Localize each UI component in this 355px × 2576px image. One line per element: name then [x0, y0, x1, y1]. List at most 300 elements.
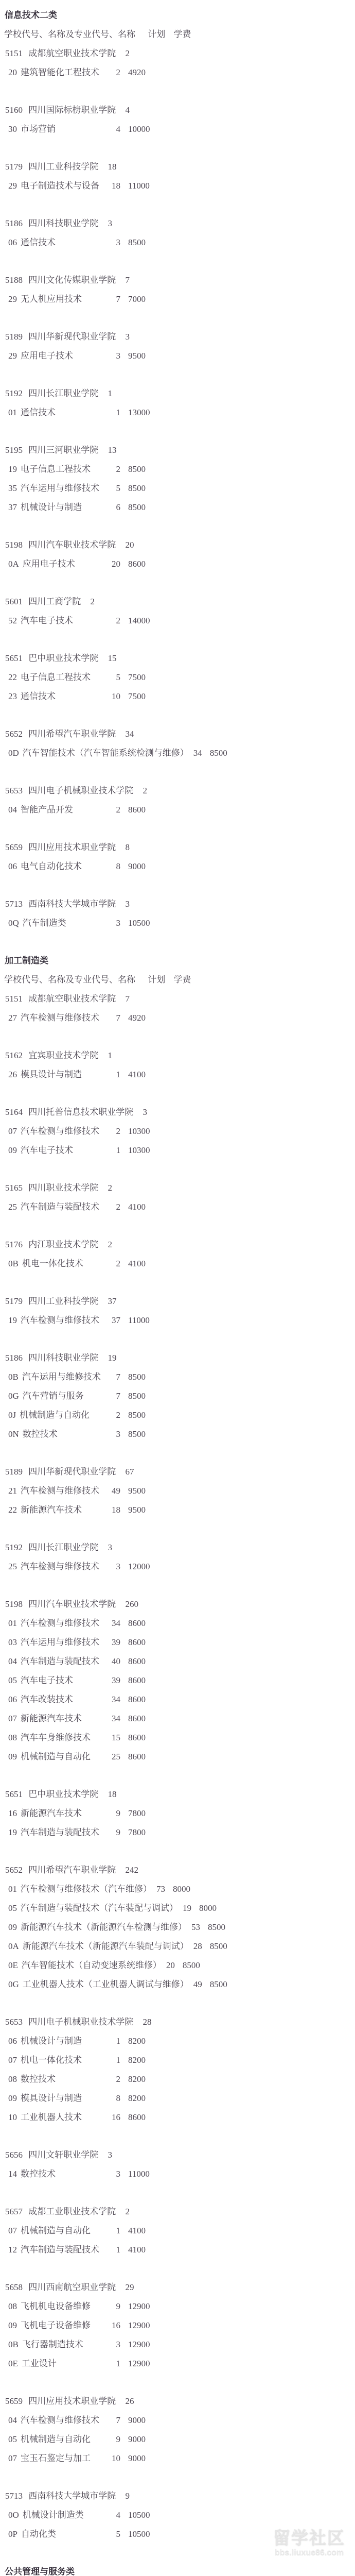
major-name: 智能产品开发	[21, 805, 73, 815]
major-code: 0B	[8, 1372, 19, 1382]
major-row	[0, 2297, 355, 2316]
major-plan: 2	[116, 1126, 120, 1136]
school-row	[0, 327, 355, 346]
major-row	[0, 1122, 355, 1141]
major-code: 07	[8, 2226, 17, 2235]
school-name: 四川西南航空职业学院	[28, 2282, 116, 2292]
school-code: 5189	[5, 1467, 23, 1477]
major-fee: 13000	[128, 408, 150, 417]
major-code: 12	[8, 2245, 17, 2255]
school-plan-count: 4	[125, 105, 130, 115]
major-code: 0A	[8, 559, 19, 569]
major-code: 06	[8, 1694, 17, 1704]
major-name: 应用电子技术	[21, 351, 73, 361]
major-fee: 8600	[128, 1694, 146, 1704]
school-name: 四川文轩职业学院	[28, 2150, 99, 2160]
major-row	[0, 1652, 355, 1671]
major-code: 01	[8, 1618, 17, 1628]
major-label	[8, 2354, 107, 2373]
major-row	[0, 1918, 355, 1937]
major-row	[0, 120, 355, 139]
school-row	[0, 1292, 355, 1311]
school-code: 5192	[5, 1543, 23, 1552]
major-label	[8, 1425, 107, 1444]
major-name: 工业机器人技术	[21, 2112, 82, 2122]
major-plan: 8	[116, 861, 120, 871]
school-plan-count: 8	[125, 842, 130, 852]
major-fee: 10500	[128, 2510, 150, 2520]
major-label	[8, 1500, 107, 1519]
major-row	[0, 743, 355, 762]
major-list	[0, 176, 355, 195]
major-plan: 1	[116, 2055, 120, 2065]
major-name: 汽车检测与维修技术	[21, 2415, 99, 2425]
header-fee-label: 学费	[173, 975, 191, 985]
school-row	[0, 781, 355, 800]
major-label	[8, 687, 107, 706]
major-row	[0, 1633, 355, 1652]
major-fee: 8600	[128, 2112, 146, 2122]
major-label	[8, 1728, 107, 1747]
major-label	[8, 2108, 107, 2127]
school-code: 5653	[5, 2017, 23, 2027]
major-name: 机电一体化技术	[22, 1259, 83, 1268]
major-row	[0, 2430, 355, 2449]
major-fee: 8500	[128, 1391, 146, 1401]
major-label	[8, 2050, 107, 2070]
major-label	[8, 1918, 187, 1937]
major-label	[8, 913, 107, 933]
school-row	[0, 270, 355, 290]
school-name: 四川职业技术学院	[28, 1183, 99, 1193]
major-list	[0, 2411, 355, 2468]
major-label	[8, 2297, 107, 2316]
school-code: 5151	[5, 994, 23, 1004]
major-label	[8, 611, 107, 630]
major-label	[8, 857, 107, 876]
school-row	[0, 1046, 355, 1065]
major-row	[0, 1425, 355, 1444]
major-label	[8, 1709, 107, 1728]
major-name: 汽车制造与装配技术	[21, 2245, 99, 2255]
major-plan: 3	[116, 2169, 120, 2179]
major-fee: 10000	[128, 124, 150, 134]
major-label	[8, 2031, 107, 2050]
major-plan: 18	[112, 181, 120, 191]
major-fee: 7500	[128, 672, 146, 682]
major-fee: 8600	[128, 559, 146, 569]
major-plan: 9	[116, 1827, 120, 1837]
major-fee: 4100	[128, 1259, 146, 1268]
major-fee: 14000	[128, 616, 150, 625]
table-header-row	[0, 970, 355, 989]
major-name: 数控技术	[21, 2169, 56, 2179]
major-plan: 7	[116, 1391, 120, 1401]
major-name: 汽车营销与服务	[22, 1391, 84, 1401]
school-code: 5192	[5, 388, 23, 398]
school-row	[0, 838, 355, 857]
major-plan: 40	[112, 1656, 120, 1666]
school-block	[0, 724, 355, 762]
major-label	[8, 2316, 107, 2335]
major-fee: 9000	[128, 861, 146, 871]
major-fee: 4100	[128, 1202, 146, 1212]
major-row	[0, 1709, 355, 1728]
major-name: 飞机电子设备维修	[21, 2320, 91, 2330]
major-label	[8, 2089, 107, 2108]
major-list	[0, 554, 355, 573]
school-row	[0, 440, 355, 460]
major-code: 14	[8, 2169, 17, 2179]
major-label	[8, 498, 107, 517]
school-plan-count: 9	[125, 2491, 130, 2501]
major-name: 汽车检测与维修技术（汽车维修）	[21, 1884, 152, 1894]
major-plan: 5	[116, 483, 120, 493]
major-row	[0, 2354, 355, 2373]
major-plan: 19	[183, 1903, 191, 1913]
school-block	[0, 44, 355, 82]
category-title: 公共管理与服务类	[5, 2567, 75, 2576]
major-fee: 8200	[128, 2093, 146, 2103]
major-fee: 8600	[128, 1714, 146, 1723]
major-name: 新能源汽车技术	[21, 1808, 82, 1818]
major-list	[0, 1065, 355, 1084]
category-section	[0, 2562, 355, 2576]
school-code: 5165	[5, 1183, 23, 1193]
school-plan-count: 3	[108, 1543, 112, 1552]
major-fee: 9000	[128, 2434, 146, 2444]
major-code: 0A	[8, 1941, 19, 1951]
major-row	[0, 2050, 355, 2070]
major-label	[8, 479, 107, 498]
school-name: 四川科技职业学院	[28, 1353, 99, 1363]
school-block	[0, 1235, 355, 1273]
school-block	[0, 2202, 355, 2259]
category-title: 信息技术二类	[5, 10, 57, 20]
major-name: 汽车车身维修技术	[21, 1733, 91, 1742]
major-label	[8, 2449, 107, 2468]
major-plan: 7	[116, 294, 120, 304]
school-name: 四川工业科技学院	[28, 162, 99, 172]
major-label	[8, 290, 107, 309]
major-name: 飞行器制造技术	[22, 2340, 83, 2349]
major-plan: 6	[116, 502, 120, 512]
major-row	[0, 1671, 355, 1690]
major-list	[0, 2505, 355, 2544]
major-list	[0, 346, 355, 365]
major-row	[0, 346, 355, 365]
major-name: 自动化类	[21, 2529, 56, 2539]
major-row	[0, 800, 355, 819]
major-plan: 2	[116, 805, 120, 815]
school-block	[0, 592, 355, 630]
school-name: 四川托普信息技术职业学院	[28, 1107, 134, 1117]
major-label	[8, 1311, 107, 1330]
major-name: 模具设计与制造	[21, 2093, 82, 2103]
major-code: 0P	[8, 2529, 17, 2539]
major-code: 19	[8, 1315, 17, 1325]
school-plan-count: 3	[125, 899, 130, 909]
major-code: 20	[8, 67, 17, 77]
major-code: 25	[8, 1562, 17, 1571]
major-plan: 10	[112, 2453, 120, 2463]
school-row	[0, 44, 355, 63]
header-school-major-label: 学校代号、名称及专业代号、名称	[4, 29, 135, 39]
major-label	[8, 2430, 107, 2449]
major-row	[0, 1141, 355, 1160]
major-fee: 11000	[128, 2169, 150, 2179]
school-block	[0, 2392, 355, 2468]
school-row	[0, 384, 355, 403]
major-row	[0, 1823, 355, 1842]
major-list	[0, 2221, 355, 2259]
major-code: 23	[8, 691, 17, 701]
major-code: 01	[8, 1884, 17, 1894]
school-code: 5651	[5, 1789, 23, 1799]
watermark-logo-text: 留学社区	[273, 2528, 345, 2547]
school-block	[0, 214, 355, 252]
major-row	[0, 1975, 355, 1994]
major-row	[0, 498, 355, 517]
major-label	[8, 2070, 107, 2089]
major-plan: 3	[116, 1429, 120, 1439]
major-fee: 8000	[199, 1903, 217, 1913]
school-name: 内江职业技术学院	[28, 1240, 99, 1249]
major-plan: 2	[116, 616, 120, 625]
school-plan-count: 2	[143, 786, 147, 795]
major-fee: 8600	[128, 1618, 146, 1628]
major-plan: 7	[116, 1372, 120, 1382]
major-name: 汽车智能技术（汽车智能系统检测与维修）	[22, 748, 189, 758]
major-list	[0, 1804, 355, 1842]
major-code: 29	[8, 294, 17, 304]
major-label	[8, 1008, 107, 1027]
school-block	[0, 1860, 355, 1994]
major-label	[8, 1141, 107, 1160]
major-list	[0, 1481, 355, 1519]
major-fee: 7800	[128, 1808, 146, 1818]
major-fee: 8000	[173, 1884, 190, 1894]
major-label	[8, 2411, 107, 2430]
major-row	[0, 1557, 355, 1576]
major-fee: 9500	[128, 351, 146, 361]
major-code: 04	[8, 1656, 17, 1666]
major-name: 汽车检测与维修技术	[21, 1013, 99, 1023]
school-row	[0, 1595, 355, 1614]
major-row	[0, 1405, 355, 1425]
major-row	[0, 913, 355, 933]
school-plan-count: 26	[125, 2396, 134, 2406]
major-name: 汽车电子技术	[21, 616, 73, 625]
major-fee: 9000	[128, 2415, 146, 2425]
major-name: 数控技术	[21, 2074, 56, 2084]
major-plan: 39	[112, 1675, 120, 1685]
school-row	[0, 649, 355, 668]
major-row	[0, 1879, 355, 1899]
major-name: 汽车智能技术（自动变速系统维修）	[21, 1960, 162, 1970]
major-name: 新能源汽车技术	[21, 1714, 82, 1723]
major-fee: 8500	[209, 1979, 227, 1989]
school-plan-count: 2	[90, 597, 95, 606]
major-fee: 4920	[128, 67, 146, 77]
major-fee: 12000	[128, 1562, 150, 1571]
major-list	[0, 913, 355, 933]
major-code: 05	[8, 1675, 17, 1685]
major-list	[0, 668, 355, 706]
major-label	[8, 346, 107, 365]
school-row	[0, 1860, 355, 1879]
major-label	[8, 1879, 152, 1899]
major-code: 0N	[8, 1429, 19, 1439]
major-plan: 18	[112, 1505, 120, 1515]
major-name: 机械制造与自动化	[20, 1410, 90, 1420]
major-plan: 1	[116, 1145, 120, 1155]
major-name: 电气自动化技术	[21, 861, 82, 871]
school-code: 5652	[5, 729, 23, 739]
major-fee: 4920	[128, 1013, 146, 1023]
major-name: 汽车检测与维修技术	[21, 1562, 99, 1571]
school-block	[0, 1046, 355, 1084]
major-name: 新能源汽车技术（新能源汽车检测与维修）	[21, 1922, 187, 1932]
major-name: 汽车电子技术	[21, 1675, 73, 1685]
major-label	[8, 1122, 107, 1141]
school-plan-count: 3	[108, 2150, 112, 2160]
major-plan: 2	[116, 464, 120, 474]
major-name: 宝玉石鉴定与加工	[21, 2453, 91, 2463]
major-list	[0, 2297, 355, 2373]
major-row	[0, 1956, 355, 1975]
school-plan-count: 7	[125, 275, 130, 285]
major-fee: 12900	[128, 2340, 150, 2349]
major-label	[8, 1747, 107, 1766]
school-plan-count: 15	[108, 653, 117, 663]
major-plan: 4	[116, 2510, 120, 2520]
major-label	[8, 1690, 107, 1709]
major-list	[0, 800, 355, 819]
major-name: 数控技术	[22, 1429, 58, 1439]
school-name: 成都航空职业技术学院	[28, 994, 116, 1004]
school-plan-count: 242	[125, 1865, 138, 1875]
school-row	[0, 1785, 355, 1804]
major-list	[0, 2164, 355, 2183]
major-code: 22	[8, 1505, 17, 1515]
major-fee: 8500	[209, 748, 227, 758]
major-plan: 73	[156, 1884, 165, 1894]
major-name: 机械制造与自动化	[21, 2226, 91, 2235]
major-code: 21	[8, 1486, 17, 1496]
school-name: 巴中职业技术学院	[28, 1789, 99, 1799]
major-label	[8, 1956, 162, 1975]
major-code: 29	[8, 181, 17, 191]
school-name: 四川希望汽车职业学院	[28, 729, 116, 739]
major-label	[8, 2240, 107, 2259]
major-row	[0, 1386, 355, 1405]
major-label	[8, 176, 107, 195]
school-name: 四川应用技术职业学院	[28, 2396, 116, 2406]
school-code: 5162	[5, 1050, 23, 1060]
major-name: 汽车制造类	[22, 918, 66, 928]
major-fee: 8500	[182, 1960, 200, 1970]
school-row	[0, 2278, 355, 2297]
school-code: 5652	[5, 1865, 23, 1875]
major-list	[0, 63, 355, 82]
major-code: 07	[8, 1126, 17, 1136]
major-code: 0O	[8, 2510, 19, 2520]
major-fee: 7500	[128, 691, 146, 701]
major-code: 09	[8, 1752, 17, 1761]
school-block	[0, 649, 355, 706]
major-code: 09	[8, 2320, 17, 2330]
major-fee: 9000	[128, 2453, 146, 2463]
major-row	[0, 668, 355, 687]
school-plan-count: 1	[108, 388, 112, 398]
school-name: 四川文化传媒职业学院	[28, 275, 116, 285]
school-code: 5198	[5, 540, 23, 550]
major-label	[8, 1367, 107, 1386]
major-row	[0, 1804, 355, 1823]
major-code: 52	[8, 616, 17, 625]
major-code: 08	[8, 2301, 17, 2311]
school-code: 5713	[5, 899, 23, 909]
school-block	[0, 100, 355, 139]
major-list	[0, 857, 355, 876]
major-name: 新能源汽车技术（新能源汽车装配与调试）	[22, 1941, 189, 1951]
major-code: 0B	[8, 1259, 19, 1268]
major-plan: 49	[112, 1486, 120, 1496]
school-code: 5179	[5, 162, 23, 172]
major-label	[8, 743, 189, 762]
major-name: 机械设计与制造	[21, 2036, 82, 2046]
school-plan-count: 34	[125, 729, 134, 739]
major-label	[8, 1937, 189, 1956]
school-name: 巴中职业技术学院	[28, 653, 99, 663]
school-code: 5189	[5, 332, 23, 342]
school-block	[0, 157, 355, 195]
major-name: 通信技术	[21, 238, 56, 247]
major-name: 无人机应用技术	[21, 294, 82, 304]
major-name: 汽车制造与装配技术	[21, 1656, 99, 1666]
major-list	[0, 120, 355, 139]
major-name: 汽车检测与维修技术	[21, 1486, 99, 1496]
school-name: 四川汽车职业技术学院	[28, 1599, 116, 1609]
major-name: 通信技术	[21, 408, 56, 417]
major-fee: 8500	[128, 502, 146, 512]
major-label	[8, 1652, 107, 1671]
school-block	[0, 2486, 355, 2544]
major-plan: 2	[116, 2074, 120, 2084]
major-row	[0, 2221, 355, 2240]
major-code: 19	[8, 464, 17, 474]
school-plan-count: 2	[108, 1183, 112, 1193]
major-plan: 1	[116, 408, 120, 417]
school-name: 四川长江职业学院	[28, 1543, 99, 1552]
major-row	[0, 611, 355, 630]
school-code: 5186	[5, 1353, 23, 1363]
major-code: 08	[8, 2074, 17, 2084]
major-code: 08	[8, 1733, 17, 1742]
major-name: 机电一体化技术	[21, 2055, 82, 2065]
major-code: 06	[8, 2036, 17, 2046]
school-row	[0, 214, 355, 233]
major-plan: 34	[193, 748, 202, 758]
major-fee: 8500	[209, 1941, 227, 1951]
major-code: 19	[8, 1827, 17, 1837]
major-plan: 34	[112, 1694, 120, 1704]
major-fee: 12900	[128, 2320, 150, 2330]
major-row	[0, 687, 355, 706]
major-code: 0D	[8, 748, 19, 758]
category-section	[0, 951, 355, 2544]
